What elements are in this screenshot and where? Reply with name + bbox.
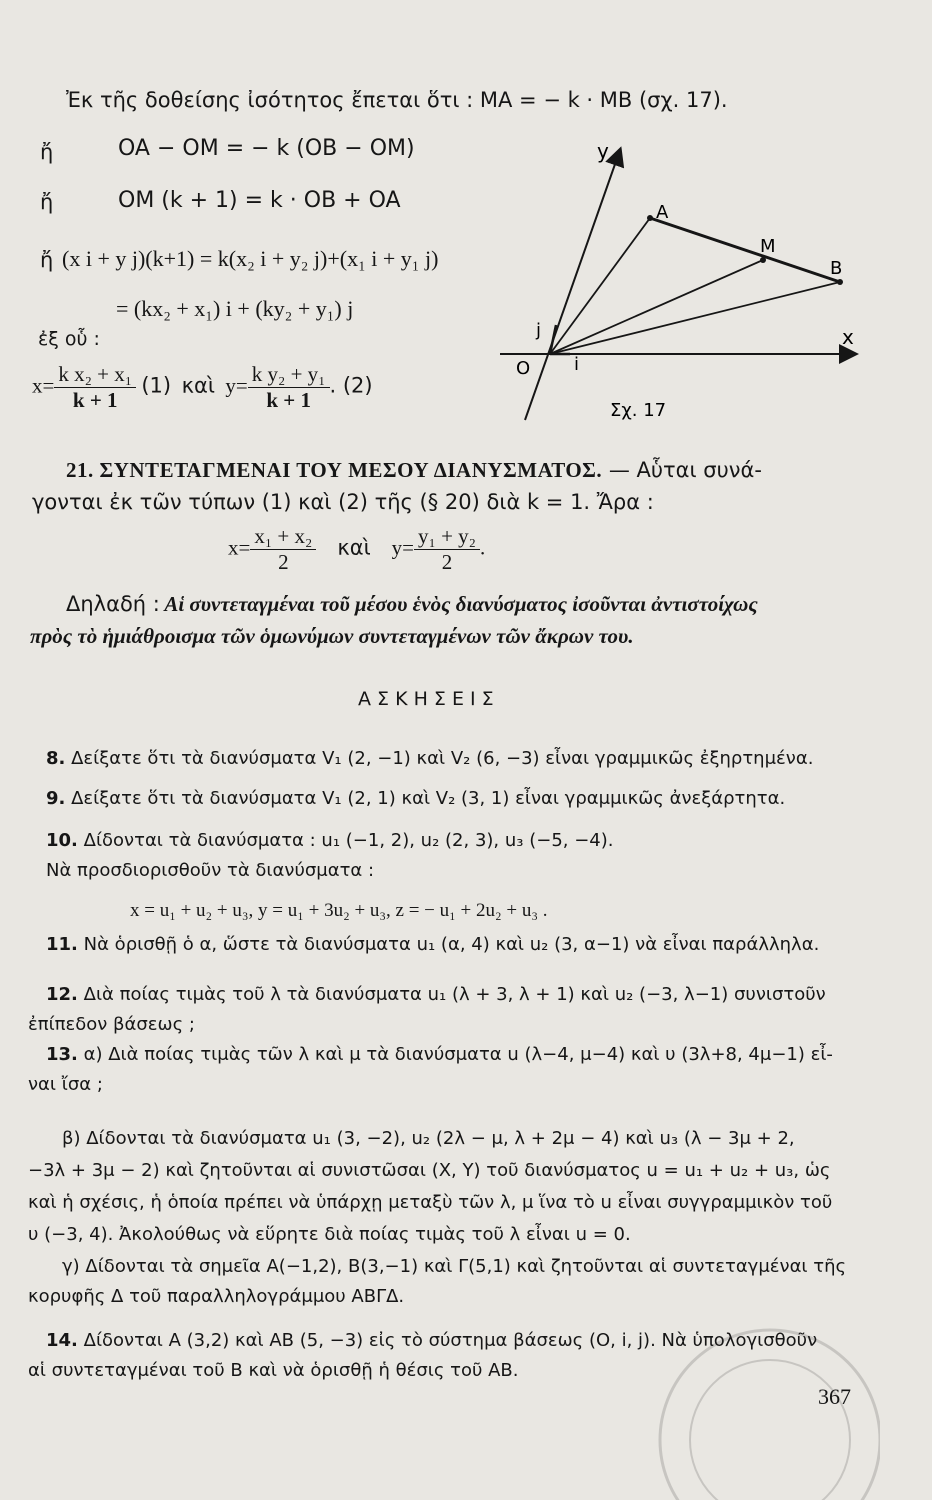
fraction-numerator: k y₂ + y₁ [248, 362, 330, 388]
fraction-y-mid [414, 524, 480, 575]
exercise-13 [46, 1044, 833, 1065]
fraction-denominator: 2 [278, 550, 289, 574]
rule-line-1 [66, 592, 758, 617]
fraction-numerator: x₁ + x₂ [250, 524, 316, 550]
ray-om [550, 260, 763, 354]
point-a [647, 215, 653, 221]
section-21-line-2: γονται ἐκ τῶν τύπων (1) καὶ (2) τῆς (§ 20) διὰ k = 1. Ἄρα : [32, 490, 654, 514]
x-equals: x= [32, 373, 55, 398]
label-x: x [842, 325, 854, 349]
exercise-number: 11. [46, 934, 78, 955]
section-21-title: 21. ΣΥΝΤΕΤΑΓΜΕΝΑΙ ΤΟΥ ΜΕΣΟΥ ΔΙΑΝΥΣΜΑΤΟΣ. [66, 458, 603, 482]
exercise-number: 14. [46, 1330, 78, 1351]
label-i: i [574, 354, 580, 375]
exercise-text: α) Διὰ ποίας τιμὰς τῶν λ καὶ μ τὰ διανύσματα u (λ−4, μ−4) καὶ υ (3λ+8, 4μ−1) εἶ- [83, 1044, 833, 1065]
exercise-11 [46, 934, 819, 955]
midpoint-formula [228, 524, 485, 575]
exercise-number: 13. [46, 1044, 78, 1065]
exercise-12-line-2: ἐπίπεδον βάσεως ; [28, 1014, 195, 1035]
period: . [480, 535, 486, 560]
exercise-14-line-2: αἱ συντεταγμέναι τοῦ Β καὶ νὰ ὁρισθῇ ἡ θέσις τοῦ ΑΒ. [28, 1360, 519, 1381]
exercise-10-vectors: x = u₁ + u₂ + u₃, y = u₁ + 3u₂ + u₃, z = − u₁ + 2u₂ + u₃ . [130, 900, 548, 921]
rule-line-2: πρὸς τὸ ἡμιάθροισμα τῶν ὁμωνύμων συντεταγμένων τῶν ἄκρων του. [30, 624, 634, 648]
label-o: O [516, 358, 531, 379]
figure-17 [470, 130, 870, 440]
and-word: καὶ [337, 535, 371, 560]
exercise-13-line-2: ναι ἴσα ; [28, 1074, 103, 1095]
y-axis [525, 150, 620, 420]
fraction-numerator: k x₂ + x₁ [54, 362, 136, 388]
or-marker: ἤ [40, 140, 54, 164]
exercise-13-line-3: β) Δίδονται τὰ διανύσματα u₁ (3, −2), u₂ (2λ − μ, λ + 2μ − 4) καὶ u₃ (λ − 3μ + 2, [62, 1128, 795, 1149]
exercise-number: 8. [46, 748, 66, 769]
figure-caption: Σχ. 17 [610, 400, 667, 421]
exercise-13-line-5: καὶ ἡ σχέσις, ἡ ὁποία πρέπει νὰ ὑπάρχῃ μεταξὺ τῶν λ, μ ἵνα τὸ u εἶναι συγγραμμικὸν τοῦ [28, 1192, 833, 1213]
point-b [837, 279, 843, 285]
page-number: 367 [818, 1384, 851, 1409]
exercise-number: 10. [46, 830, 78, 851]
exercise-13-line-7: γ) Δίδονται τὰ σημεῖα Α(−1,2), Β(3,−1) καὶ Γ(5,1) καὶ ζητοῦνται αἱ συντεταγμέναι τῆς [62, 1256, 847, 1277]
exercise-10 [46, 830, 614, 851]
exercise-number: 9. [46, 788, 66, 809]
section-21-line-1 [66, 458, 762, 483]
x-equals: x= [228, 535, 251, 560]
section-21-text: — Αὗται συνά- [602, 458, 762, 482]
exercise-13-line-8: κορυφῆς Δ τοῦ παραλληλογράμμου ΑΒΓΔ. [28, 1286, 405, 1307]
rule-label: Δηλαδή : [66, 592, 160, 616]
label-m: M [760, 236, 776, 257]
equation-tag-1: (1) [141, 373, 172, 398]
intro-line-1: Ἐκ τῆς δοθείσης ἰσότητος ἔπεται ὅτι : MA = − k · MB (σχ. 17). [66, 88, 728, 112]
exercise-text: Δείξατε ὅτι τὰ διανύσματα V₁ (2, 1) καὶ V₂ (3, 1) εἶναι γραμμικῶς ἀνεξάρτητα. [71, 788, 786, 809]
exercise-text: Δίδονται Α (3,2) καὶ ΑΒ (5, −3) εἰς τὸ σύστημα βάσεως (Ο, i, j). Νὰ ὑπολογισθοῦν [83, 1330, 818, 1351]
fraction-x [54, 362, 136, 413]
fraction-denominator: k + 1 [72, 388, 118, 412]
y-equals: y= [225, 373, 248, 398]
label-b: B [830, 258, 843, 279]
fraction-numerator: y₁ + y₂ [414, 524, 480, 550]
exercise-number: 12. [46, 984, 78, 1005]
ray-ob [550, 282, 840, 354]
equation-om-k: OM (k + 1) = k · OB + OA [118, 188, 401, 213]
exercise-10-line-2: Νὰ προσδιορισθοῦν τὰ διανύσματα : [46, 860, 375, 881]
exercise-12 [46, 984, 826, 1005]
equation-tag-2: . (2) [329, 373, 373, 398]
fraction-denominator: 2 [441, 550, 453, 574]
exercise-13-line-4: −3λ + 3μ − 2) καὶ ζητοῦνται αἱ συνιστῶσαι (X, Y) τοῦ διανύσματος u = u₁ + u₂ + u₃, ὡς [28, 1160, 831, 1181]
label-a: A [656, 202, 669, 223]
or-marker: ἤ [40, 248, 54, 272]
fraction-denominator: k + 1 [266, 388, 311, 412]
or-marker: ἤ [40, 190, 54, 214]
equation-xy-expansion: (x i + y j)(k+1) = k(x₂ i + y₂ j)+(x₁ i + y₁ j) [62, 246, 439, 271]
point-m [760, 257, 766, 263]
exercise-text: Διὰ ποίας τιμὰς τοῦ λ τὰ διανύσματα u₁ (λ + 3, λ + 1) καὶ u₂ (−3, λ−1) συνιστοῦν [83, 984, 826, 1005]
fraction-y [248, 362, 330, 413]
exercise-13-line-6: υ (−3, 4). Ἀκολούθως νὰ εὕρητε διὰ ποίας τιμὰς τοῦ λ εἶναι u = 0. [28, 1224, 631, 1245]
equation-grouped: = (kx₂ + x₁) i + (ky₂ + y₁) j [116, 296, 354, 321]
exercise-9 [46, 788, 785, 809]
label-y: y [597, 139, 609, 163]
equation-oa-om: OA − OM = − k (OB − OM) [118, 136, 415, 161]
and-word: καὶ [181, 373, 215, 398]
rule-text: Αἱ συντεταγμέναι τοῦ μέσου ἑνὸς διανύσματος ἰσοῦνται ἀντιστοίχως [159, 592, 758, 616]
exercises-title: Α Σ Κ Η Σ Ε Ι Σ [358, 688, 494, 710]
y-equals: y= [391, 535, 415, 560]
segment-ab [650, 218, 843, 282]
label-j: j [536, 320, 542, 341]
formula-1-2 [32, 362, 373, 413]
exercise-text: Δείξατε ὅτι τὰ διανύσματα V₁ (2, −1) καὶ V₂ (6, −3) εἶναι γραμμικῶς ἐξηρτημένα. [71, 748, 814, 769]
exercise-text: Νὰ ὁρισθῇ ὁ α, ὥστε τὰ διανύσματα u₁ (α, 4) καὶ u₂ (3, α−1) νὰ εἶναι παράλληλα. [83, 934, 820, 955]
whence-label: ἐξ οὗ : [38, 328, 100, 350]
exercise-8 [46, 748, 813, 769]
fraction-x-mid [250, 524, 316, 575]
exercise-text: Δίδονται τὰ διανύσματα : u₁ (−1, 2), u₂ (2, 3), u₃ (−5, −4). [83, 830, 614, 851]
library-stamp [640, 1320, 880, 1500]
